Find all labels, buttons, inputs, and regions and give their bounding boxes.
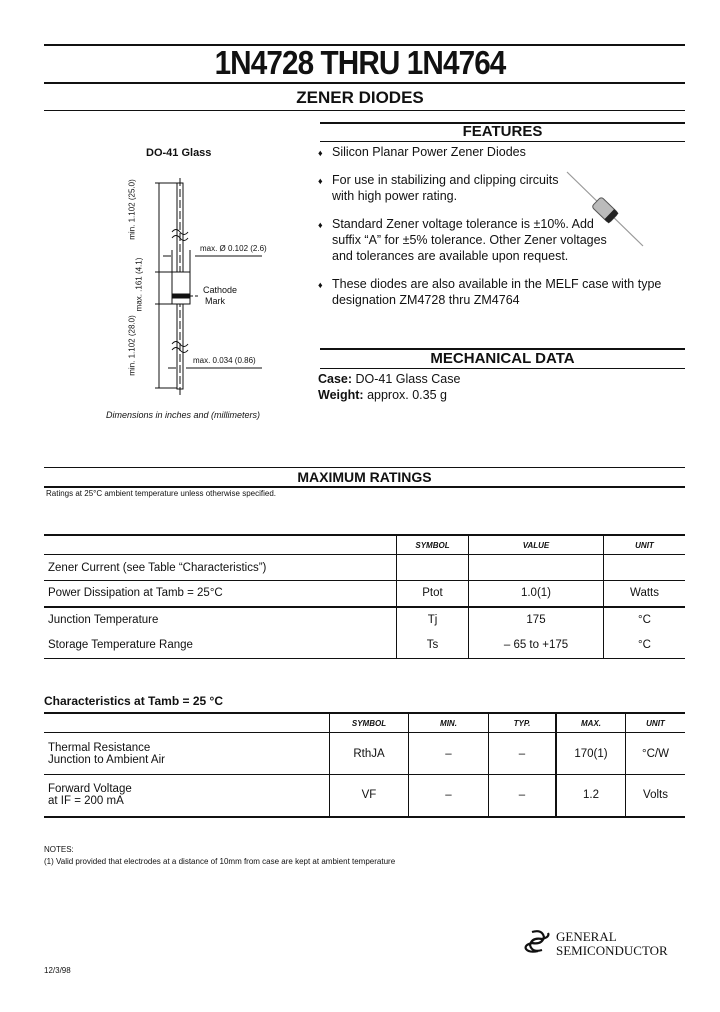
case-label: Case: — [318, 372, 353, 386]
unit-cell: Volts — [626, 775, 686, 817]
col-header — [44, 713, 330, 733]
symbol-cell: VF — [330, 775, 409, 817]
param-line: at IF = 200 mA — [48, 795, 124, 808]
case-value: DO-41 Glass Case — [352, 372, 461, 386]
logo-line-1: GENERAL — [556, 929, 617, 944]
param-cell: Power Dissipation at Tamb = 25°C — [48, 587, 223, 600]
feature-item: ♦ These diodes are also available in the MELF case with type designation ZM4728 thru ZM4764 — [318, 276, 662, 308]
typ-cell: – — [489, 775, 557, 817]
param-cell — [44, 775, 330, 817]
page-subtitle: ZENER DIODES — [296, 88, 424, 107]
feature-item: ♦ Silicon Planar Power Zener Diodes — [318, 144, 608, 160]
col-header-unit: UNIT — [626, 713, 686, 733]
feature-item: ♦ Standard Zener voltage tolerance is ±10%. Add suffix “A” for ±5% tolerance. Other Zener voltages and tolerances are available upon request. — [318, 216, 608, 264]
table-row — [44, 775, 685, 817]
dimension-caption: Dimensions in inches and (millimeters) — [106, 410, 261, 420]
param-cell: Zener Current (see Table “Characteristics”) — [48, 561, 267, 574]
feature-item: ♦ For use in stabilizing and clipping circuits with high power rating. — [318, 172, 582, 204]
ratings-note: Ratings at 25°C ambient temperature unless otherwise specified. — [46, 489, 276, 498]
weight-value: approx. 0.35 g — [363, 388, 447, 402]
param-cell: Junction Temperature — [48, 614, 159, 626]
subtitle-rule — [44, 110, 685, 111]
page-title: 1N4728 THRU 1N4764 — [214, 44, 506, 81]
weight-line — [318, 388, 447, 402]
col-header-typ: TYP. — [489, 713, 557, 733]
ratings-heading: MAXIMUM RATINGS — [297, 469, 432, 485]
notes-heading: NOTES: — [44, 845, 74, 854]
unit-cell: °C — [604, 607, 686, 633]
features-heading: FEATURES — [462, 123, 543, 140]
body-diameter-dim: max. Ø 0.102 (2.6) — [200, 244, 267, 253]
case-line — [318, 372, 460, 386]
symbol-cell: Ts — [397, 633, 469, 659]
col-header-symbol: SYMBOL — [330, 713, 409, 733]
ratings-rule-top — [44, 467, 685, 468]
col-header — [44, 535, 397, 555]
typ-cell: – — [489, 733, 557, 775]
ratings-rule-bottom — [44, 486, 685, 488]
logo-line-2: SEMICONDUCTOR — [556, 943, 668, 958]
max-cell: 1.2 — [556, 775, 626, 817]
param-cell — [44, 733, 330, 775]
unit-cell: °C/W — [626, 733, 686, 775]
unit-cell — [604, 555, 686, 581]
min-cell: – — [409, 733, 489, 775]
weight-label: Weight: — [318, 388, 364, 402]
table-row — [44, 607, 685, 633]
package-name: DO-41 Glass — [146, 147, 212, 159]
max-cell: 170(1) — [556, 733, 626, 775]
symbol-cell — [397, 555, 469, 581]
value-cell — [469, 555, 604, 581]
max-ratings-table — [44, 534, 685, 659]
lead-top-dim: min. 1.102 (25.0) — [127, 179, 137, 240]
symbol-cell: Tj — [397, 607, 469, 633]
diode-photo-icon — [565, 170, 645, 250]
col-header-symbol: SYMBOL — [397, 535, 469, 555]
cathode-label: Cathode — [203, 285, 238, 295]
col-header-max: MAX. — [556, 713, 626, 733]
value-cell: – 65 to +175 — [469, 633, 604, 659]
lead-diameter-dim: max. 0.034 (0.86) — [193, 356, 256, 365]
table-row — [44, 633, 685, 659]
value-cell: 1.0(1) — [469, 581, 604, 607]
body-length-dim: max. .161 (4.1) — [134, 257, 144, 312]
table-row — [44, 733, 685, 775]
col-header-value: VALUE — [469, 535, 604, 555]
unit-cell: °C — [604, 633, 686, 659]
mechanical-rule-bottom — [320, 368, 685, 369]
param-line: Forward Voltage — [48, 783, 132, 796]
col-header-min: MIN. — [409, 713, 489, 733]
features-rule-bottom — [320, 141, 685, 142]
characteristics-table — [44, 712, 685, 818]
symbol-cell: Ptot — [397, 581, 469, 607]
value-cell: 175 — [469, 607, 604, 633]
param-line: Thermal Resistance — [48, 741, 151, 754]
characteristics-heading: Characteristics at Tamb = 25 °C — [44, 694, 223, 708]
cathode-label-2: Mark — [205, 296, 225, 306]
param-line: Junction to Ambient Air — [48, 753, 165, 766]
param-cell: Storage Temperature Range — [48, 639, 193, 652]
min-cell: – — [409, 775, 489, 817]
note-item: (1) Valid provided that electrodes at a distance of 10mm from case are kept at ambient temperature — [44, 857, 396, 866]
lead-bottom-dim: min. 1.102 (28.0) — [127, 315, 137, 376]
document-date: 12/3/98 — [44, 966, 71, 975]
mechanical-heading: MECHANICAL DATA — [430, 350, 575, 367]
table-row — [44, 581, 685, 607]
unit-cell: Watts — [604, 581, 686, 607]
col-header-unit: UNIT — [604, 535, 686, 555]
symbol-cell: RthJA — [330, 733, 409, 775]
company-logo-icon — [524, 928, 550, 954]
title-rule — [44, 82, 685, 84]
table-row — [44, 555, 685, 581]
